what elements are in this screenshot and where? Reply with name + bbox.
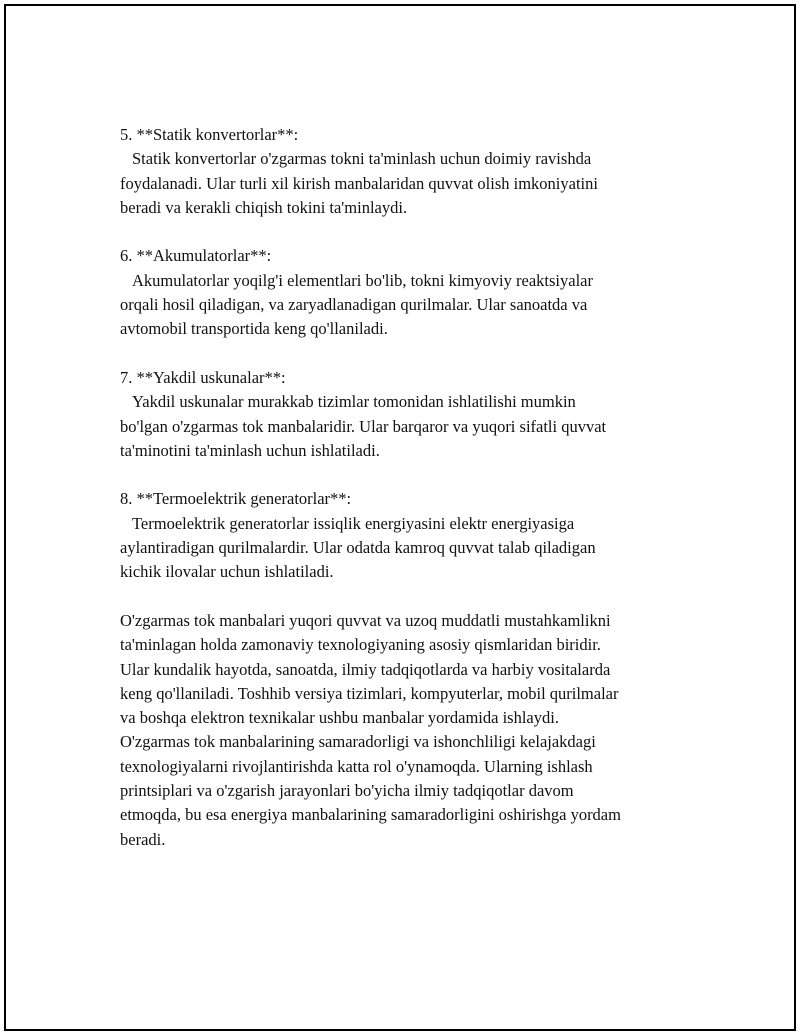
section-heading: 7. **Yakdil uskunalar**: — [120, 367, 286, 387]
paragraph-line: beradi. — [120, 829, 166, 849]
paragraph-line: va boshqa elektron texnikalar ushbu manbalar yordamida ishlaydi. — [120, 708, 559, 728]
paragraph-line: Statik konvertorlar o'zgarmas tokni ta'minlash uchun doimiy ravishda — [132, 149, 592, 169]
paragraph-line: Termoelektrik generatorlar issiqlik energiyasini elektr energiyasiga — [132, 513, 575, 533]
paragraph-line: O'zgarmas tok manbalarining samaradorligi va ishonchliligi kelajakdagi — [120, 732, 596, 752]
paragraph-line: ta'minlagan holda zamonaviy texnologiyaning asosiy qismlaridan biridir. — [120, 635, 601, 655]
section-static-converters — [120, 123, 700, 220]
paragraph-line: Ular kundalik hayotda, sanoatda, ilmiy tadqiqotlarda va harbiy vositalarda — [120, 659, 611, 679]
section-heading: 5. **Statik konvertorlar**: — [120, 125, 299, 144]
paragraph-line: kichik ilovalar uchun ishlatiladi. — [120, 562, 334, 582]
document-body — [120, 123, 700, 876]
paragraph-line: printsiplari va o'zgarish jarayonlari bo'yicha ilmiy tadqiqotlar davom — [120, 781, 574, 801]
paragraph-line: ta'minotini ta'minlash uchun ishlatiladi. — [120, 440, 380, 460]
paragraph-line: avtomobil transportida keng qo'llaniladi. — [120, 319, 388, 339]
page-frame — [4, 4, 796, 1031]
paragraph-line: O'zgarmas tok manbalari yuqori quvvat va uzoq muddatli mustahkamlikni — [120, 610, 611, 630]
section-unified-equipment — [120, 366, 700, 463]
paragraph-line: Akumulatorlar yoqilg'i elementlari bo'lib, tokni kimyoviy reaktsiyalar — [132, 270, 593, 290]
section-thermoelectric-generators — [120, 487, 700, 584]
conclusion-paragraph — [120, 609, 700, 852]
section-accumulators — [120, 244, 700, 341]
section-heading: 8. **Termoelektrik generatorlar**: — [120, 489, 352, 509]
paragraph-line: foydalanadi. Ular turli xil kirish manbalaridan quvvat olish imkoniyatini — [120, 173, 598, 193]
paragraph-line: aylantiradigan qurilmalardir. Ular odatda kamroq quvvat talab qiladigan — [120, 538, 596, 558]
paragraph-line: texnologiyalarni rivojlantirishda katta rol o'ynamoqda. Ularning ishlash — [120, 756, 593, 776]
paragraph-line: Yakdil uskunalar murakkab tizimlar tomonidan ishlatilishi mumkin — [132, 392, 576, 412]
paragraph-line: etmoqda, bu esa energiya manbalarining samaradorligini oshirishga yordam — [120, 805, 621, 825]
section-heading: 6. **Akumulatorlar**: — [120, 246, 272, 266]
paragraph-line: orqali hosil qiladigan, va zaryadlanadigan qurilmalar. Ular sanoatda va — [120, 295, 588, 315]
paragraph-line: bo'lgan o'zgarmas tok manbalaridir. Ular barqaror va yuqori sifatli quvvat — [120, 416, 607, 436]
paragraph-line: keng qo'llaniladi. Toshhib versiya tizimlari, kompyuterlar, mobil qurilmalar — [120, 683, 619, 703]
paragraph-line: beradi va kerakli chiqish tokini ta'minlaydi. — [120, 197, 408, 217]
